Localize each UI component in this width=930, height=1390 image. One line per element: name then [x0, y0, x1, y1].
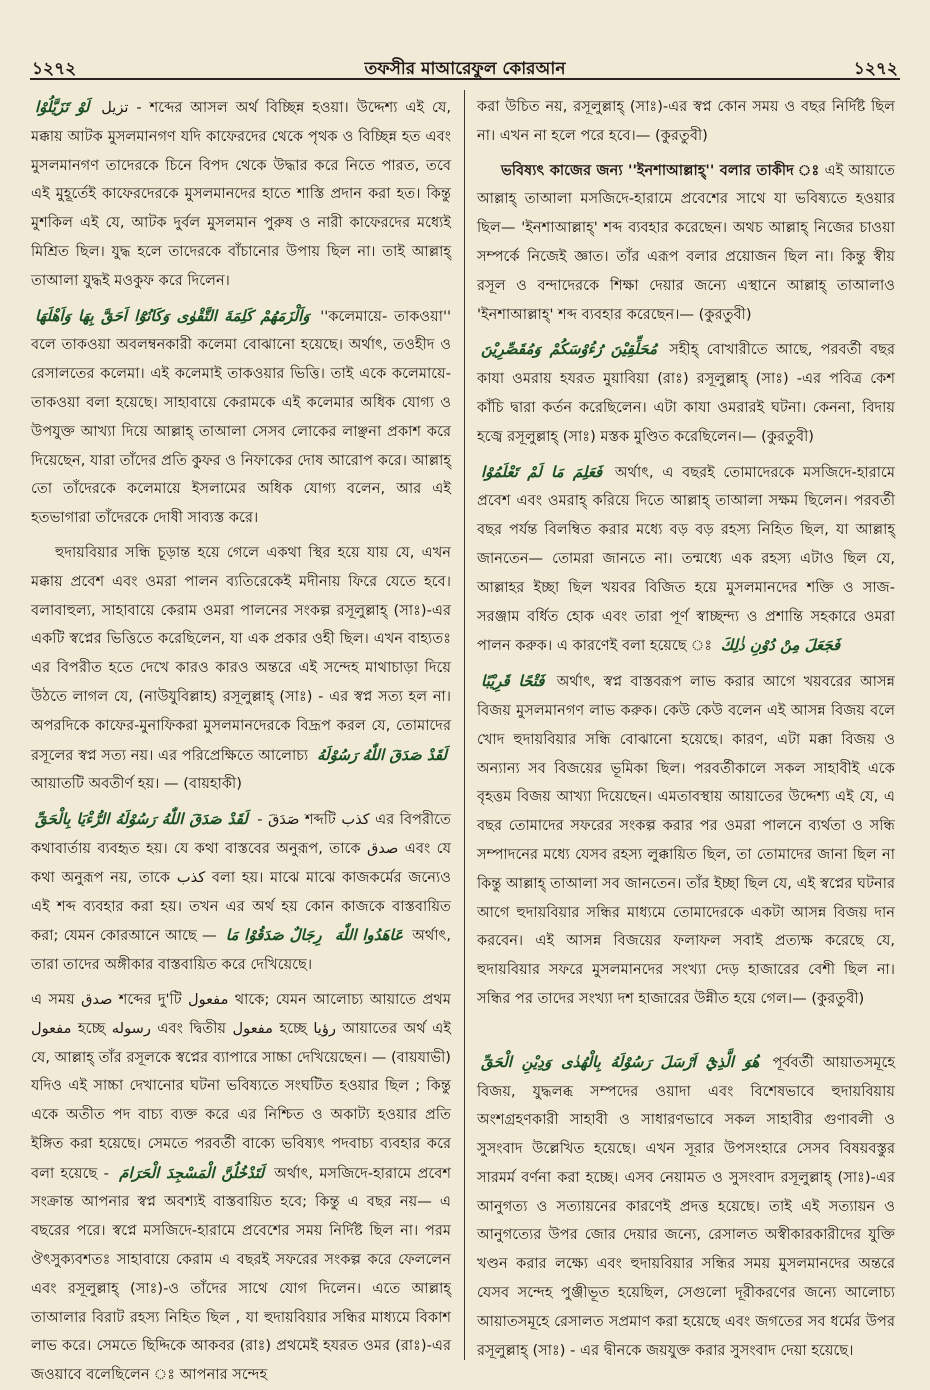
paragraph [477, 1048, 895, 1366]
paragraph [31, 539, 451, 799]
paragraph-lead: - صَدَقَ শব্দটি كذب এর [257, 811, 395, 829]
paragraph-lead: অর্থাৎ, স্বপ্ন বাস্তবরূপ লাভ করার আগে খয়বরের আসন্ন [556, 673, 896, 691]
paragraph-text: করা উচিত নয়, রসূলুল্লাহ্ (সাঃ)-এর স্বপ্ন কোন সময় ও বছর নির্দিষ্ট ছিল না। এখন না হলে পরে হবে।— (কুরতুবী) [477, 98, 895, 144]
paragraph [31, 986, 451, 1390]
paragraph-lead: ''কলেমায়ে- [320, 307, 388, 325]
paragraph-end: অর্থাৎ, তারা তাদের অঙ্গীকার বাস্তবায়িত করে দেখিয়েছে। [31, 927, 451, 974]
arabic-verse: لَتَدْخُلُنَّ الْمَسْجِدَ الْحَرَامَ [119, 1163, 265, 1182]
page-number-left: ১২৭২ [32, 59, 77, 79]
arabic-verse: وَاَلْزَمَهُمْ كَلِمَةَ التَّقْوٰى وَكَانُوْٓا اَحَقَّ بِهَا وَاَهْلَهَا [35, 306, 310, 325]
paragraph-text: এই আয়াতে আল্লাহ্ তাআলা মসজিদে-হারামে প্রবেশের সাথে যা ভবিষ্যতে হওয়ার ছিল— 'ইনশাআল্লাহ্' শব্দ ব্যবহার করেছেন। অথচ আল্লাহ্ নিজের চাওয়া সম্পর্কে নিজেই জ্ঞাত। তাঁর এরূপ বলার প্রয়োজন ছিল না। কিন্তু স্বীয় রসূল ও বন্দাদেরকে শিক্ষা দেয়ার জন্যে এস্থানে আল্লাহ্ তাআলাও 'ইনশাআল্লাহ্' শব্দ ব্যবহার করেছেন।— (কুরতুবী) [477, 161, 895, 323]
left-column [31, 93, 452, 1384]
paragraph-end: আয়াতটি অবতীর্ণ হয়। — (বায়হাকী) [31, 775, 242, 793]
paragraph-text: বিপরীতে কথাবার্তায় ব্যবহৃত হয়। যে কথা বাস্তবের অনুরূপ, তাকে صدق এবং যে কথা অনুরূপ নয়, তাকে كذب বলা হয়। মাঝে মাঝে কাজকর্মের জন্যেও এই শব্দ ব্যবহার করা হয়। তখন এর অর্থ হয় কোন কাজকে বাস্তবায়িত করা; যেমন কোরআনে আছে — [31, 811, 451, 945]
paragraph [31, 805, 451, 980]
paragraph-text: তাকওয়া'' বলে তাকওয়া অবলম্বনকারী কলেমা বোঝানো হয়েছে। অর্থাৎ, তওহীদ ও রেসালতের কলেমা। এই কলেমাই তাকওয়ার ভিত্তি। তাই একে কলেমায়ে-তাকওয়া বলা হয়েছে। সাহাবায়ে কেরামকে এই কলেমার অধিক যোগ্য ও উপযুক্ত আখ্যা দিয়ে আল্লাহ্ তাআলা সেসব লোকের লাঞ্ছনা প্রকাশ করে দিয়েছেন, যারা তাঁদের প্রতি কুফর ও নিফাকের দোষ আরোপ করে। আল্লাহ্ তো তাঁদেরকে কলেমায়ে ইসলামের অধিক যোগ্য বলেন, আর এই হতভাগারা তাঁদেরকে দোষী সাব্যস্ত করে। [31, 307, 452, 527]
page-number-right: ১২৭২ [853, 59, 898, 79]
paragraph-text: হুদায়বিয়ার সন্ধি চূড়ান্ত হয়ে গেলে একথা স্থির হয়ে যায় যে, এখন মক্কায় প্রবেশ এবং ওমরা পালন ব্যতিরেকেই মদীনায় ফিরে যেতে হবে। বলাবাহুল্য, সাহাবায়ে কেরাম ওমরা পালনের সংকল্প রসূলুল্লাহ্ (সাঃ)-এর একটি স্বপ্নের ভিত্তিতে করেছিলেন, যা এক প্রকার ওহী ছিল। এখন বাহ্যতঃ এর বিপরীত হতে দেখে কারও কারও অন্তরে এই সন্দেহ মাথাচাড়া দিয়ে উঠতে লাগল যে, (নাউযুবিল্লাহ) রসূলুল্লাহ্ (সাঃ) - এর স্বপ্ন সত্য হল না। অপরদিকে কাফের-মুনাফিকরা মুসলমানদেরকে বিদ্রূপ করল যে, তোমাদের রসূলের স্বপ্ন সত্য নয়। এর পরিপ্রেক্ষিতে আলোচ্য [31, 543, 451, 764]
paragraph-lead: অর্থাৎ, এ বছরই তোমাদেরকে মসজিদে-হারামে [614, 463, 895, 481]
section-heading: ভবিষ্যৎ কাজের জন্য ''ইনশাআল্লাহ্'' বলার তাকীদ ঃ [501, 161, 820, 179]
paragraph-end: অর্থাৎ, মসজিদে-হারামে প্রবেশ সংক্রান্ত আপনার স্বপ্ন অবশ্যই বাস্তবায়িত হবে; কিন্তু এ বছর নয়— এ বছরের পরে। স্বপ্নে মসজিদে-হারামে প্রবেশের সময় নির্দিষ্ট ছিল না। পরম ঔৎসুক্যবশতঃ সাহাবায়ে কেরাম এ বছরই সফরের সংকল্প করে ফেললেন এবং রসূলুল্লাহ্ (সাঃ)-ও তাঁদের সাথে যোগ দিলেন। এতে আল্লাহ্ তাআলার বিরাট রহস্য নিহিত ছিল , যা হুদায়বিয়ার সন্ধির মাধ্যমে বিকাশ লাভ করে। সেমতে ছিদ্দিকে আকবর (রাঃ) প্রথমেই হযরত ওমর (রাঃ)-এর জওয়াবে বলেছিলেন ঃ আপনার সন্দেহ [31, 1164, 452, 1384]
arabic-verse: مُحَلِّقِيْنَ رُءُوْسَكُمْ وَمُقَصِّرِيْنَ [481, 340, 657, 359]
paragraph-lead: পূর্ববর্তী আয়াতসমূহে [772, 1053, 896, 1071]
arabic-verse: لَوْ تَزَيَّلُوْا [35, 98, 90, 116]
paragraph-text: বিজয়, যুদ্ধলব্ধ সম্পদের ওয়াদা এবং বিশেষভাবে হুদায়বিয়ায় অংশগ্রহণকারী সাহাবী ও সাধারণভাবে সকল সাহাবীর গুণাবলী ও সুসংবাদ উল্লেখিত হয়েছে। এখন সূরার উপসংহারে সেসব বিষয়বস্তুর সারমর্ম বর্ণনা করা হচ্ছে। এসব নেয়ামত ও সুসংবাদ রসূলুল্লাহ্ (সাঃ)-এর আনুগত্য ও সত্যায়নের কারণেই প্রদত্ত হয়েছে। তাই এই সত্যায়ন ও আনুগত্যের উপর জোর দেয়ার জন্যে, রেসালত অস্বীকারকারীদের যুক্তি খণ্ডন করার লক্ষ্যে এবং হুদায়বিয়ার সন্ধির সময় মুসলমানদের অন্তরে যেসব সন্দেহ পুঞ্জীভূত হয়েছিল, সেগুলো দূরীকরণের জন্যে আলোচ্য আয়াতসমূহে রেসালত সপ্রমাণ করা হয়েছে এবং জগতের সব ধর্মের উপর রসূলুল্লাহ্ (সাঃ) - এর দ্বীনকে জয়যুক্ত করার সুসংবাদ দেয়া হয়েছে। [477, 1082, 895, 1359]
arabic-verse: لَقَدْ صَدَقَ اللّٰهُ رَسُوْلَهُ [316, 745, 447, 764]
paragraph-text: এ সময় صدق শব্দের দু'টি مفعول থাকে; যেমন আলোচ্য আয়াতে প্রথম مفعول হচ্ছে رسوله এবং দ্বিতীয় مفعول হচ্ছে رؤيا আয়াতের অর্থ এই যে, আল্লাহ্ তাঁর রসূলকে স্বপ্নের ব্যাপারে সাচ্চা দেখিয়েছেন। — (বায়যাভী) যদিও এই সাচ্চা দেখানোর ঘটনা ভবিষ্যতে সংঘটিত হওয়ার ছিল ; কিন্তু একে অতীত পদ বাচ্য ব্যক্ত করে এর নিশ্চিত ও অকাট্য হওয়ার প্রতি ইঙ্গিত করা হয়েছে। সেমতে পরবর্তী বাক্যে ভবিষ্যৎ পদবাচ্য ব্যবহার করে বলা হয়েছে - [31, 990, 452, 1182]
section-gap [477, 1020, 895, 1048]
paragraph [31, 93, 451, 296]
paragraph-text: কাযা ওমরায় হযরত মুয়াবিয়া (রাঃ) রসূলুল্লাহ্ (সাঃ) -এর পবিত্র কেশ কাঁচি দ্বারা কর্তন করেছিলেন। এটা কাযা ওমরারই ঘটনা। কেননা, বিদায় হজ্বে রসূলুল্লাহ্ (সাঃ) মস্তক মুণ্ডিত করেছিলেন।— (কুরতুবী) [477, 370, 895, 445]
arabic-verse: هُوَ الَّذِيْٓ اَرْسَلَ رَسُوْلَهُ بِالْهُدٰى وَدِيْنِ الْحَقِّ [481, 1052, 760, 1071]
arabic-verse: فَتْحًا قَرِيْبًا [481, 672, 545, 691]
page-header [30, 52, 900, 80]
paragraph [477, 93, 895, 151]
arabic-verse: فَعَلِمَ مَا لَمْ تَعْلَمُوْا [481, 462, 603, 481]
running-title: তফসীর মাআরেফুল কোরআন [364, 59, 566, 79]
paragraph [477, 667, 895, 1014]
arabic-verse: فَجَعَلَ مِنْ دُوْنِ ذٰلِكَ [720, 636, 841, 655]
arabic-verse: رِجَالٌ صَدَقُوْا مَا [225, 926, 322, 945]
paragraph-text: প্রবেশ এবং ওমরাহ্ করিয়ে দিতে আল্লাহ্ তাআলা সক্ষম ছিলেন। পরবর্তী বছর পর্যন্ত বিলম্বিত করার মধ্যে বড় বড় রহস্য নিহিত ছিল, যা আল্লাহ্ জানতেন— তোমরা জানতে না। তন্মধ্যে এক রহস্য এটাও ছিল যে, আল্লাহর ইচ্ছা ছিল খয়বর বিজিত হয়ে মুসলমানদের শক্তি ও সাজ-সরঞ্জাম বর্ধিত হোক এবং তারা পূর্ণ স্বাচ্ছন্দ্য ও প্রশান্তি সহকারে ওমরা পালন করুক। এ কারণেই বলা হয়েছে ঃ [477, 492, 895, 655]
column-divider [464, 90, 465, 1360]
paragraph-text: تزيل - শব্দের আসল অর্থ বিচ্ছিন্ন হওয়া। উদ্দেশ্য এই যে, মক্কায় আটক মুসলমানগণ যদি কাফেরদের থেকে পৃথক ও বিচ্ছিন্ন হত এবং মুসলমানগণ তাদেরকে চিনে বিপদ থেকে উদ্ধার করে নিতে পারত, তবে এই মুহূর্তেই কাফেরদেরকে মুসলমানদের হাতে শাস্তি প্রদান করা হত। কিন্তু মুশকিল এই যে, আটক দুর্বল মুসলমান পুরুষ ও নারী কাফেরদের মধ্যেই মিশ্রিত ছিল। যুদ্ধ হলে তাদেরকে বাঁচানোর উপায় ছিল না। তাই আল্লাহ্ তাআলা যুদ্ধই মওকুফ করে দিলেন। [31, 99, 451, 289]
arabic-verse: عَاهَدُوا اللّٰهَ [334, 926, 404, 945]
paragraph [477, 157, 895, 330]
paragraph [477, 335, 895, 451]
paragraph [477, 458, 895, 662]
arabic-verse: لَقَدْ صَدَقَ اللّٰهُ رَسُوْلَهُ الرُّءْيَا بِالْحَقِّ [35, 810, 248, 829]
right-column [477, 93, 895, 1368]
paragraph [31, 302, 451, 533]
paragraph-lead: সহীহ্ বোখারীতে আছে, পরবর্তী বছর [669, 341, 896, 359]
paragraph-text: বিজয় মুসলমানগণ লাভ করুক। কেউ কেউ বলেন এই আসন্ন বিজয় বলে খোদ হুদায়বিয়ার সন্ধি বোঝানো হয়েছে। কারণ, এটা মক্কা বিজয় ও অন্যান্য সব বিজয়ের ভূমিকা ছিল। পরবর্তীকালে সকল সাহাবীই একে বৃহত্তম বিজয় আখ্যা দিয়েছেন। এমতাবস্থায় আয়াতের উদ্দেশ্য এই যে, এ বছর তোমাদের সফরের সংকল্প করার পর ওমরা পালনে ব্যর্থতা ও সন্ধি সম্পাদনের মধ্যে যেসব রহস্য লুক্কায়িত ছিল, তা তোমাদের জানা ছিল না কিন্তু আল্লাহ্ তাআলা সব জানতেন। তাঁর ইচ্ছা ছিল যে, এই স্বপ্নের ঘটনার আগে হুদায়বিয়ার সন্ধির মাধ্যমে তোমাদেরকে একটা আসন্ন বিজয় দান করবেন। এই আসন্ন বিজয়ের ফলাফল সবাই প্রত্যক্ষ করেছে যে, হুদায়বিয়ার সফরে মুসলমানদের সংখ্যা দেড় হাজারের বেশী ছিল না। সন্ধির পর তাদের সংখ্যা দশ হাজারের উন্নীত হয়ে গেল।— (কুরতুবী) [477, 701, 895, 1007]
